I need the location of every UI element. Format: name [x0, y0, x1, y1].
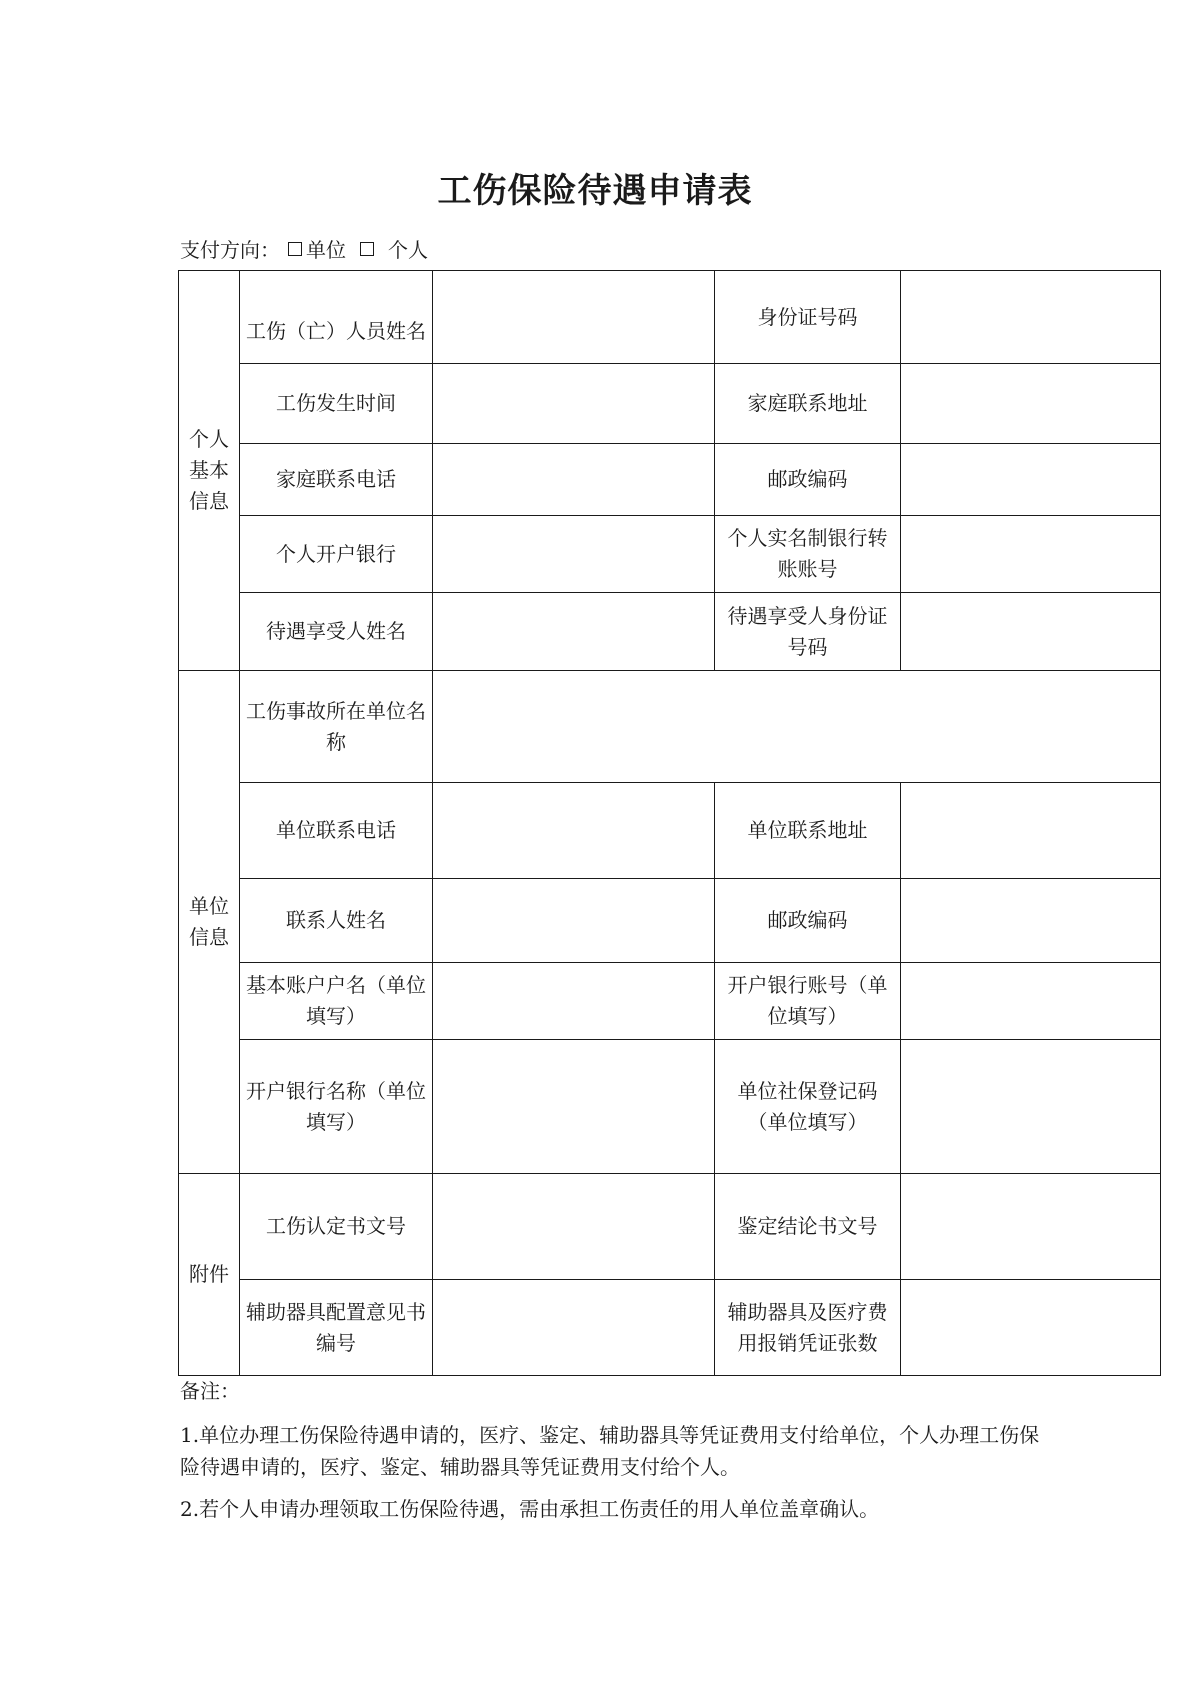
section-personal-info — [179, 271, 240, 671]
table-row — [179, 593, 1161, 671]
table-row — [179, 963, 1161, 1040]
field-label: 家庭联系地址 — [715, 364, 901, 444]
field-label: 待遇享受人姓名 — [240, 593, 433, 671]
field-label: 工伤认定书文号 — [240, 1174, 433, 1280]
field-label: 个人实名制银行转账账号 — [715, 516, 901, 593]
field-label: 工伤（亡）人员姓名 — [240, 271, 433, 364]
personal-option-label: 个人 — [388, 238, 428, 262]
field-label: 开户银行账号（单位填写） — [715, 963, 901, 1040]
table-row — [179, 1040, 1161, 1174]
unit-postal-code-input[interactable] — [901, 879, 1161, 963]
field-label: 单位社保登记码（单位填写） — [715, 1040, 901, 1174]
social-security-code-input[interactable] — [901, 1040, 1161, 1174]
determination-doc-no-input[interactable] — [433, 1174, 715, 1280]
note-item: 1.单位办理工伤保险待遇申请的，医疗、鉴定、辅助器具等凭证费用支付给单位，个人办理工伤保险待遇申请的，医疗、鉴定、辅助器具等凭证费用支付给个人。 — [180, 1423, 1040, 1479]
id-number-input[interactable] — [901, 271, 1161, 364]
payment-direction — [180, 234, 434, 263]
appraisal-doc-no-input[interactable] — [901, 1174, 1161, 1280]
beneficiary-name-input[interactable] — [433, 593, 715, 671]
section-label: 个人基本信息 — [189, 427, 229, 513]
notes-label: 备注： — [180, 1379, 240, 1403]
personal-checkbox[interactable] — [360, 242, 374, 256]
table-row — [179, 879, 1161, 963]
field-label: 鉴定结论书文号 — [715, 1174, 901, 1280]
section-label: 附件 — [189, 1262, 229, 1286]
unit-checkbox[interactable] — [288, 242, 302, 256]
field-label: 单位联系地址 — [715, 783, 901, 879]
field-label: 个人开户银行 — [240, 516, 433, 593]
aid-opinion-no-input[interactable] — [433, 1280, 715, 1376]
unit-option-label: 单位 — [306, 238, 346, 262]
accident-unit-name-input[interactable] — [433, 671, 1161, 783]
table-row — [179, 1280, 1161, 1376]
table-row — [179, 444, 1161, 516]
field-label: 单位联系电话 — [240, 783, 433, 879]
unit-address-input[interactable] — [901, 783, 1161, 879]
unit-phone-input[interactable] — [433, 783, 715, 879]
bank-account-no-input[interactable] — [901, 963, 1161, 1040]
home-address-input[interactable] — [901, 364, 1161, 444]
postal-code-input[interactable] — [901, 444, 1161, 516]
table-row — [179, 783, 1161, 879]
section-unit-info — [179, 671, 240, 1174]
payment-direction-label: 支付方向： — [180, 238, 280, 262]
section-label: 单位信息 — [189, 894, 229, 949]
bank-name-input[interactable] — [433, 1040, 715, 1174]
application-table — [178, 270, 1161, 1376]
realname-account-input[interactable] — [901, 516, 1161, 593]
table-row — [179, 1174, 1161, 1280]
table-row — [179, 516, 1161, 593]
note-item: 2.若个人申请办理领取工伤保险待遇，需由承担工伤责任的用人单位盖章确认。 — [180, 1497, 880, 1521]
table-row — [179, 271, 1161, 364]
section-attachments — [179, 1174, 240, 1376]
injury-time-input[interactable] — [433, 364, 715, 444]
page-title: 工伤保险待遇申请表 — [437, 171, 753, 211]
table-row — [179, 671, 1161, 783]
table-row — [179, 364, 1161, 444]
contact-name-input[interactable] — [433, 879, 715, 963]
basic-account-name-input[interactable] — [433, 963, 715, 1040]
field-label: 辅助器具及医疗费用报销凭证张数 — [715, 1280, 901, 1376]
injured-name-input[interactable] — [433, 271, 715, 364]
notes-section — [180, 1375, 1040, 1535]
beneficiary-id-input[interactable] — [901, 593, 1161, 671]
field-label: 开户银行名称（单位填写） — [240, 1040, 433, 1174]
field-label: 工伤发生时间 — [240, 364, 433, 444]
field-label: 基本账户户名（单位填写） — [240, 963, 433, 1040]
field-label: 辅助器具配置意见书编号 — [240, 1280, 433, 1376]
field-label: 邮政编码 — [715, 879, 901, 963]
field-label: 家庭联系电话 — [240, 444, 433, 516]
field-label: 邮政编码 — [715, 444, 901, 516]
field-label: 身份证号码 — [715, 271, 901, 364]
receipt-count-input[interactable] — [901, 1280, 1161, 1376]
personal-bank-input[interactable] — [433, 516, 715, 593]
field-label: 联系人姓名 — [240, 879, 433, 963]
field-label: 工伤事故所在单位名称 — [240, 671, 433, 783]
home-phone-input[interactable] — [433, 444, 715, 516]
field-label: 待遇享受人身份证号码 — [715, 593, 901, 671]
